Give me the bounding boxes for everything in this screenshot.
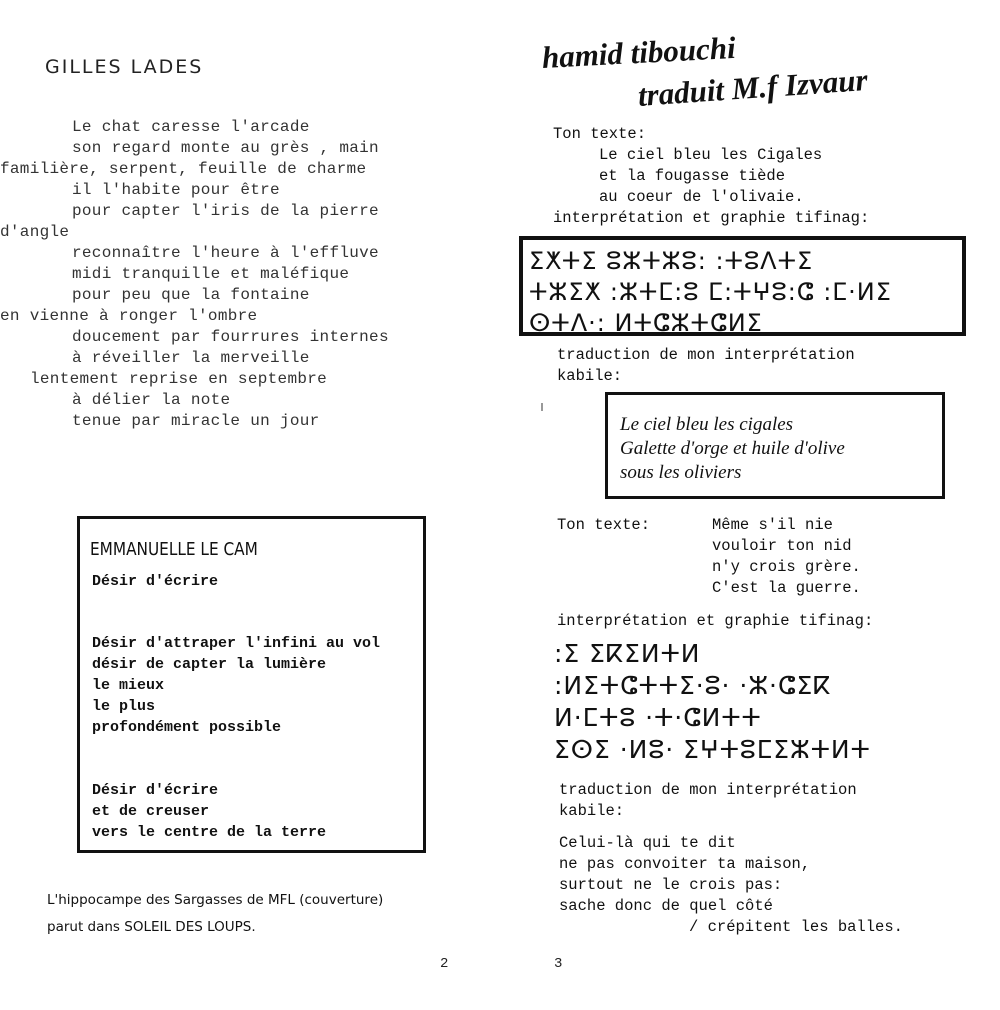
handwritten-translation-box (605, 392, 945, 499)
caption-line: L'hippocampe des Sargasses de MFL (couverture) (47, 892, 384, 908)
poem-line: désir de capter la lumière (92, 656, 327, 673)
poem-line: et de creuser (92, 803, 210, 820)
lecam-box (77, 516, 426, 853)
label-kabile-1: kabile: (557, 367, 623, 385)
label-translation-2: traduction de mon interprétation (559, 781, 857, 799)
text-line: / crépitent les balles. (689, 918, 903, 936)
author-gilles-lades: GILLES LADES (45, 56, 204, 78)
poem-line: familière, serpent, feuille de charme (0, 160, 367, 178)
text-line: Celui-là qui te dit (559, 834, 736, 852)
tifinagh-box (519, 236, 966, 336)
tifinagh-line: ⵍ·ⵎⵜⵓ ·ⵜ·ⵛⵍⵜⵜ (554, 703, 762, 732)
text-line: sache donc de quel côté (559, 897, 773, 915)
label-kabile-2: kabile: (559, 802, 625, 820)
tifinagh-line: :ⵍⵉⵜⵛⵜⵜⵉ·ⵓ· ·ⵣ·ⵛⵉⴽ (554, 671, 832, 700)
lecam-poem (92, 633, 380, 843)
text-line: surtout ne le crois pas: (559, 876, 783, 894)
margin-mark (541, 403, 543, 411)
cover-caption (47, 887, 383, 941)
poem-line: à réveiller la merveille (72, 349, 310, 367)
poem-line: Désir d'attraper l'infini au vol (92, 635, 381, 652)
poem-line: pour capter l'iris de la pierre (72, 202, 379, 220)
text-line: vouloir ton nid (712, 537, 852, 555)
right-page (500, 0, 1000, 1010)
label-your-text-1: Ton texte: (553, 125, 647, 143)
text-line: ne pas convoiter ta maison, (559, 855, 811, 873)
tifinagh-line: ⵙⵜⴷ·: ⵍⵜⵛⵣⵜⵛⵍⵉ (529, 309, 763, 337)
tifinagh-line: :ⵉ ⵉⴽⵉⵍⵜⵍ (554, 639, 701, 668)
label-interpretation-1: interprétation et graphie tifinag: (553, 209, 870, 227)
poem-line: d'angle (0, 223, 70, 241)
label-your-text-2: Ton texte: (557, 516, 651, 534)
poem-line: tenue par miracle un jour (72, 412, 320, 430)
lecam-title: Désir d'écrire (92, 573, 219, 590)
author-tibouchi: hamid tibouchi (541, 29, 737, 75)
stanza-gap (92, 738, 380, 780)
handwritten-line: Galette d'orge et huile d'olive (620, 438, 845, 459)
label-interpretation-2: interprétation et graphie tifinag: (557, 612, 874, 630)
poem-line: en vienne à ronger l'ombre (0, 307, 258, 325)
poem-line: vers le centre de la terre (92, 824, 327, 841)
translator-signature: traduit M.f Izvaur (636, 62, 869, 113)
text-1 (599, 145, 822, 208)
text-line: Le ciel bleu les Cigales (599, 146, 823, 164)
poem-line: midi tranquille et maléfique (72, 265, 350, 283)
poem-gilles-lades (0, 117, 389, 432)
handwritten-line: Le ciel bleu les cigales (620, 414, 794, 435)
text-line: C'est la guerre. (712, 579, 861, 597)
label-translation-1: traduction de mon interprétation (557, 346, 855, 364)
poem-line: Désir d'écrire (92, 782, 219, 799)
poem-line: son regard monte au grès , main (72, 139, 379, 157)
poem-line: lentement reprise en septembre (30, 370, 328, 388)
caption-line: parut dans SOLEIL DES LOUPS. (47, 919, 256, 935)
poem-line: doucement par fourrures internes (72, 328, 389, 346)
handwritten-line: sous les oliviers (620, 462, 742, 483)
page-number-right: 3 (554, 956, 563, 972)
poem-line: il l'habite pour être (72, 181, 280, 199)
tifinagh-line: ⵜⵣⵉⵅ :ⵣⵜⵎ:ⵓ ⵎ:ⵜⵖⵓ:ⵛ :ⵎ·ⵍⵉ (529, 278, 892, 306)
text-line: n'y crois grère. (712, 558, 861, 576)
author-lecam: EMMANUELLE LE CAM (90, 539, 258, 560)
poem-line: reconnaître l'heure à l'effluve (72, 244, 379, 262)
tifinagh-block (554, 638, 871, 766)
text-line: au coeur de l'olivaie. (599, 188, 804, 206)
tifinagh-line: ⵉⵙⵉ ·ⵍⵓ· ⵉⵖⵜⵓⵎⵉⵣⵜⵍⵜ (554, 735, 871, 764)
text-2 (712, 515, 861, 599)
text-line: Même s'il nie (712, 516, 833, 534)
tifinagh-line: ⵉⵅⵜⵉ ⵓⵣⵜⵣⵓ: :ⵜⵓⴷⵜⵉ (529, 247, 814, 275)
text-3 (559, 833, 903, 938)
text-line: et la fougasse tiède (599, 167, 786, 185)
poem-line: le mieux (92, 677, 165, 694)
page-number-left: 2 (440, 956, 449, 972)
poem-line: Le chat caresse l'arcade (72, 118, 310, 136)
poem-line: le plus (92, 698, 156, 715)
poem-line: à délier la note (72, 391, 231, 409)
poem-line: profondément possible (92, 719, 282, 736)
poem-line: pour peu que la fontaine (72, 286, 310, 304)
